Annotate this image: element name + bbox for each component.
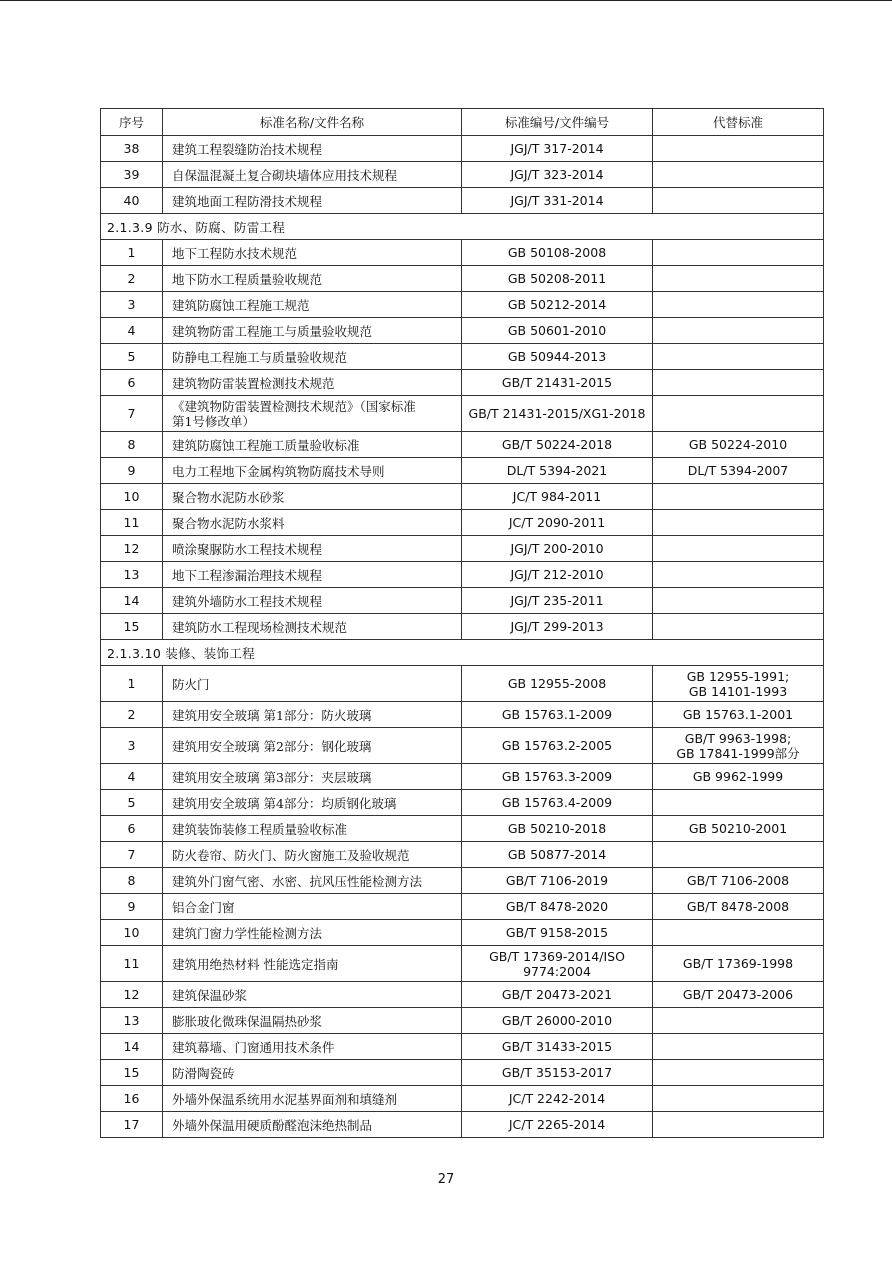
cell-no: 10 bbox=[101, 920, 163, 946]
cell-name: 防滑陶瓷砖 bbox=[163, 1060, 462, 1086]
cell-code: GB 50210-2018 bbox=[462, 816, 653, 842]
cell-line: GB/T 17369-2014/ISO bbox=[489, 948, 625, 964]
table-row bbox=[101, 982, 824, 1008]
cell-replace: GB 15763.1-2001 bbox=[653, 702, 824, 728]
cell-no: 1 bbox=[101, 240, 163, 266]
table-header-row bbox=[101, 109, 824, 136]
table-row bbox=[101, 588, 824, 614]
cell-no: 39 bbox=[101, 162, 163, 188]
cell-code: GB 50108-2008 bbox=[462, 240, 653, 266]
cell-no: 8 bbox=[101, 432, 163, 458]
cell-code: JGJ/T 317-2014 bbox=[462, 136, 653, 162]
cell-name: 膨胀玻化微珠保温隔热砂浆 bbox=[163, 1008, 462, 1034]
cell-code: JC/T 2090-2011 bbox=[462, 510, 653, 536]
table-row bbox=[101, 702, 824, 728]
cell-code: JC/T 2265-2014 bbox=[462, 1112, 653, 1138]
header-code: 标准编号/文件编号 bbox=[462, 109, 653, 136]
cell-replace bbox=[653, 292, 824, 318]
table-row bbox=[101, 816, 824, 842]
cell-code: JC/T 984-2011 bbox=[462, 484, 653, 510]
cell-name: 建筑保温砂浆 bbox=[163, 982, 462, 1008]
cell-no: 15 bbox=[101, 1060, 163, 1086]
table-row bbox=[101, 432, 824, 458]
table-row bbox=[101, 266, 824, 292]
table-row bbox=[101, 868, 824, 894]
cell-no: 2 bbox=[101, 266, 163, 292]
table-row bbox=[101, 894, 824, 920]
cell-line: GB 12955-1991; bbox=[686, 668, 790, 684]
cell-code: GB 12955-2008 bbox=[462, 666, 653, 702]
cell-code: JGJ/T 323-2014 bbox=[462, 162, 653, 188]
cell-name: 喷涂聚脲防水工程技术规程 bbox=[163, 536, 462, 562]
cell-replace bbox=[653, 842, 824, 868]
cell-no: 15 bbox=[101, 614, 163, 640]
cell-replace bbox=[653, 396, 824, 432]
table-row bbox=[101, 292, 824, 318]
cell-name: 建筑防腐蚀工程施工质量验收标准 bbox=[163, 432, 462, 458]
cell-name: 建筑防腐蚀工程施工规范 bbox=[163, 292, 462, 318]
cell-code: GB/T 31433-2015 bbox=[462, 1034, 653, 1060]
table-row bbox=[101, 536, 824, 562]
cell-name: 建筑门窗力学性能检测方法 bbox=[163, 920, 462, 946]
cell-name: 电力工程地下金属构筑物防腐技术导则 bbox=[163, 458, 462, 484]
table-row bbox=[101, 1060, 824, 1086]
cell-no: 9 bbox=[101, 894, 163, 920]
cell-code: JGJ/T 235-2011 bbox=[462, 588, 653, 614]
table-row bbox=[101, 344, 824, 370]
cell-replace: GB/T 17369-1998 bbox=[653, 946, 824, 982]
table-row bbox=[101, 510, 824, 536]
table-row bbox=[101, 136, 824, 162]
cell-replace bbox=[653, 188, 824, 214]
header-no: 序号 bbox=[101, 109, 163, 136]
cell-no: 6 bbox=[101, 370, 163, 396]
cell-replace bbox=[653, 588, 824, 614]
table-row bbox=[101, 458, 824, 484]
cell-replace bbox=[653, 614, 824, 640]
cell-code: GB 15763.3-2009 bbox=[462, 764, 653, 790]
cell-name: 建筑用安全玻璃 第4部分：均质钢化玻璃 bbox=[163, 790, 462, 816]
cell-code bbox=[462, 946, 653, 982]
cell-no: 16 bbox=[101, 1086, 163, 1112]
cell-code: GB/T 50224-2018 bbox=[462, 432, 653, 458]
cell-name: 建筑外门窗气密、水密、抗风压性能检测方法 bbox=[163, 868, 462, 894]
header-name: 标准名称/文件名称 bbox=[163, 109, 462, 136]
table-row bbox=[101, 666, 824, 702]
section-title: 2.1.3.9 防水、防腐、防雷工程 bbox=[101, 214, 824, 240]
cell-no: 6 bbox=[101, 816, 163, 842]
cell-code: GB/T 21431-2015/XG1-2018 bbox=[462, 396, 653, 432]
cell-code: GB 15763.4-2009 bbox=[462, 790, 653, 816]
cell-replace bbox=[653, 162, 824, 188]
cell-replace bbox=[653, 1008, 824, 1034]
cell-code: GB/T 26000-2010 bbox=[462, 1008, 653, 1034]
cell-name: 铝合金门窗 bbox=[163, 894, 462, 920]
cell-name: 聚合物水泥防水砂浆 bbox=[163, 484, 462, 510]
cell-no: 7 bbox=[101, 842, 163, 868]
cell-replace bbox=[653, 344, 824, 370]
top-rule bbox=[0, 0, 892, 1]
table-body bbox=[101, 136, 824, 1138]
cell-no: 4 bbox=[101, 318, 163, 344]
cell-code: GB 50208-2011 bbox=[462, 266, 653, 292]
cell-name: 自保温混凝土复合砌块墙体应用技术规程 bbox=[163, 162, 462, 188]
table-row bbox=[101, 162, 824, 188]
table-row bbox=[101, 790, 824, 816]
cell-replace bbox=[653, 1060, 824, 1086]
cell-no: 10 bbox=[101, 484, 163, 510]
cell-replace: GB 50210-2001 bbox=[653, 816, 824, 842]
cell-replace: DL/T 5394-2007 bbox=[653, 458, 824, 484]
cell-no: 14 bbox=[101, 588, 163, 614]
cell-name: 外墙外保温系统用水泥基界面剂和填缝剂 bbox=[163, 1086, 462, 1112]
cell-name: 建筑幕墙、门窗通用技术条件 bbox=[163, 1034, 462, 1060]
cell-replace: GB/T 7106-2008 bbox=[653, 868, 824, 894]
table-row bbox=[101, 188, 824, 214]
table-row bbox=[101, 370, 824, 396]
cell-no: 14 bbox=[101, 1034, 163, 1060]
cell-replace bbox=[653, 920, 824, 946]
cell-no: 7 bbox=[101, 396, 163, 432]
cell-code: JGJ/T 299-2013 bbox=[462, 614, 653, 640]
cell-code: GB/T 9158-2015 bbox=[462, 920, 653, 946]
table-row bbox=[101, 396, 824, 432]
cell-code: JGJ/T 331-2014 bbox=[462, 188, 653, 214]
cell-code: JC/T 2242-2014 bbox=[462, 1086, 653, 1112]
cell-line: 9774:2004 bbox=[523, 963, 591, 979]
cell-code: GB 50877-2014 bbox=[462, 842, 653, 868]
page-number: 27 bbox=[437, 1172, 455, 1187]
cell-code: GB/T 21431-2015 bbox=[462, 370, 653, 396]
table-row bbox=[101, 728, 824, 764]
table-row bbox=[101, 1034, 824, 1060]
cell-line: GB 17841-1999部分 bbox=[676, 745, 800, 761]
cell-replace bbox=[653, 728, 824, 764]
cell-no: 38 bbox=[101, 136, 163, 162]
cell-name: 地下工程防水技术规范 bbox=[163, 240, 462, 266]
cell-no: 11 bbox=[101, 946, 163, 982]
cell-code: GB 50601-2010 bbox=[462, 318, 653, 344]
cell-replace bbox=[653, 536, 824, 562]
cell-replace: GB 9962-1999 bbox=[653, 764, 824, 790]
cell-code: JGJ/T 212-2010 bbox=[462, 562, 653, 588]
cell-code: GB 15763.1-2009 bbox=[462, 702, 653, 728]
cell-line: GB/T 9963-1998; bbox=[684, 730, 792, 746]
standards-table bbox=[100, 108, 824, 1138]
cell-replace bbox=[653, 562, 824, 588]
cell-replace bbox=[653, 318, 824, 344]
section-row bbox=[101, 214, 824, 240]
cell-replace bbox=[653, 1034, 824, 1060]
cell-name: 建筑防水工程现场检测技术规范 bbox=[163, 614, 462, 640]
cell-name: 建筑用安全玻璃 第1部分：防火玻璃 bbox=[163, 702, 462, 728]
cell-no: 3 bbox=[101, 728, 163, 764]
cell-replace bbox=[653, 484, 824, 510]
cell-name: 地下防水工程质量验收规范 bbox=[163, 266, 462, 292]
cell-no: 12 bbox=[101, 536, 163, 562]
table-row bbox=[101, 1112, 824, 1138]
header-replace: 代替标准 bbox=[653, 109, 824, 136]
cell-replace: GB 50224-2010 bbox=[653, 432, 824, 458]
table-row bbox=[101, 614, 824, 640]
table-row bbox=[101, 562, 824, 588]
cell-replace bbox=[653, 136, 824, 162]
cell-name: 聚合物水泥防水浆料 bbox=[163, 510, 462, 536]
cell-line: 第1号修改单） bbox=[172, 413, 255, 429]
cell-name: 建筑工程裂缝防治技术规程 bbox=[163, 136, 462, 162]
cell-no: 9 bbox=[101, 458, 163, 484]
table-row bbox=[101, 318, 824, 344]
cell-name: 建筑用绝热材料 性能选定指南 bbox=[163, 946, 462, 982]
cell-name: 建筑用安全玻璃 第2部分：钢化玻璃 bbox=[163, 728, 462, 764]
cell-replace bbox=[653, 666, 824, 702]
cell-no: 2 bbox=[101, 702, 163, 728]
cell-code: GB 15763.2-2005 bbox=[462, 728, 653, 764]
cell-name: 防火门 bbox=[163, 666, 462, 702]
cell-code: GB/T 35153-2017 bbox=[462, 1060, 653, 1086]
cell-no: 1 bbox=[101, 666, 163, 702]
cell-name: 建筑地面工程防滑技术规程 bbox=[163, 188, 462, 214]
cell-name: 建筑外墙防水工程技术规程 bbox=[163, 588, 462, 614]
table-row bbox=[101, 842, 824, 868]
cell-code: GB/T 20473-2021 bbox=[462, 982, 653, 1008]
cell-no: 40 bbox=[101, 188, 163, 214]
table-row bbox=[101, 764, 824, 790]
section-title: 2.1.3.10 装修、装饰工程 bbox=[101, 640, 824, 666]
standards-table-container bbox=[100, 108, 824, 1138]
cell-replace: GB/T 20473-2006 bbox=[653, 982, 824, 1008]
cell-line: 《建筑物防雷装置检测技术规范》（国家标准 bbox=[172, 398, 416, 414]
cell-replace: GB/T 8478-2008 bbox=[653, 894, 824, 920]
table-row bbox=[101, 920, 824, 946]
cell-name: 建筑用安全玻璃 第3部分：夹层玻璃 bbox=[163, 764, 462, 790]
cell-code: JGJ/T 200-2010 bbox=[462, 536, 653, 562]
cell-replace bbox=[653, 370, 824, 396]
cell-line: GB 14101-1993 bbox=[688, 683, 788, 699]
cell-name: 地下工程渗漏治理技术规程 bbox=[163, 562, 462, 588]
cell-name: 防静电工程施工与质量验收规范 bbox=[163, 344, 462, 370]
table-row bbox=[101, 1086, 824, 1112]
cell-no: 5 bbox=[101, 344, 163, 370]
cell-replace bbox=[653, 510, 824, 536]
table-row bbox=[101, 1008, 824, 1034]
cell-no: 13 bbox=[101, 562, 163, 588]
cell-no: 12 bbox=[101, 982, 163, 1008]
cell-replace bbox=[653, 240, 824, 266]
cell-no: 11 bbox=[101, 510, 163, 536]
cell-name: 建筑物防雷工程施工与质量验收规范 bbox=[163, 318, 462, 344]
cell-code: GB/T 8478-2020 bbox=[462, 894, 653, 920]
cell-replace bbox=[653, 266, 824, 292]
table-row bbox=[101, 484, 824, 510]
cell-code: GB/T 7106-2019 bbox=[462, 868, 653, 894]
cell-no: 4 bbox=[101, 764, 163, 790]
table-row bbox=[101, 946, 824, 982]
cell-name: 建筑物防雷装置检测技术规范 bbox=[163, 370, 462, 396]
cell-code: GB 50212-2014 bbox=[462, 292, 653, 318]
cell-code: DL/T 5394-2021 bbox=[462, 458, 653, 484]
cell-name bbox=[163, 396, 462, 432]
section-row bbox=[101, 640, 824, 666]
cell-no: 8 bbox=[101, 868, 163, 894]
cell-code: GB 50944-2013 bbox=[462, 344, 653, 370]
cell-replace bbox=[653, 1086, 824, 1112]
cell-no: 13 bbox=[101, 1008, 163, 1034]
cell-name: 防火卷帘、防火门、防火窗施工及验收规范 bbox=[163, 842, 462, 868]
cell-name: 建筑装饰装修工程质量验收标准 bbox=[163, 816, 462, 842]
cell-name: 外墙外保温用硬质酚醛泡沫绝热制品 bbox=[163, 1112, 462, 1138]
cell-no: 17 bbox=[101, 1112, 163, 1138]
table-row bbox=[101, 240, 824, 266]
cell-replace bbox=[653, 1112, 824, 1138]
cell-no: 3 bbox=[101, 292, 163, 318]
cell-no: 5 bbox=[101, 790, 163, 816]
cell-replace bbox=[653, 790, 824, 816]
